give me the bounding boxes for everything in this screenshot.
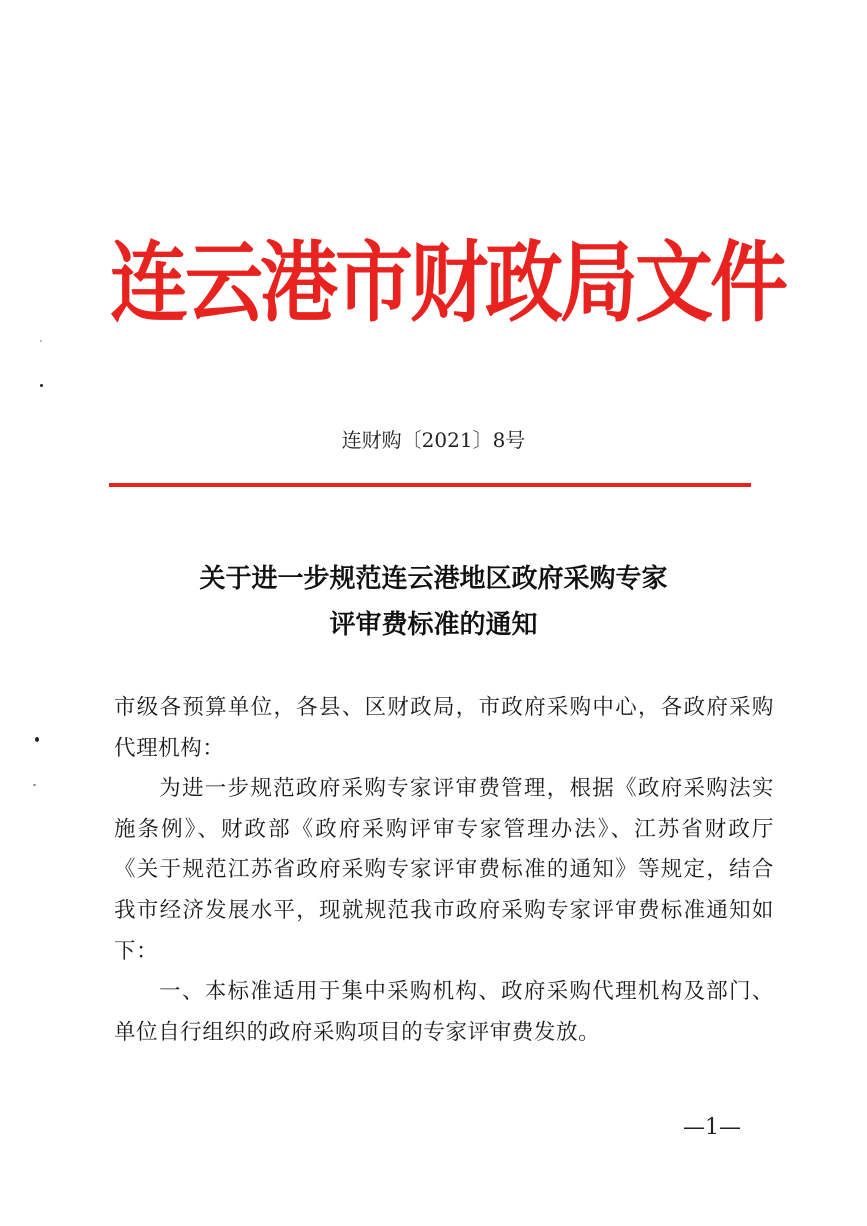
- notice-title: [0, 556, 867, 648]
- document-body: [114, 688, 774, 1053]
- page-number: —1—: [683, 1115, 741, 1140]
- salutation: 市级各预算单位，各县、区财政局，市政府采购中心，各政府采购代理机构：: [114, 695, 774, 761]
- scan-speck: [40, 384, 43, 387]
- notice-title-line-2: 评审费标准的通知: [329, 610, 538, 640]
- scan-speck: [35, 737, 39, 742]
- scan-speck: [33, 784, 36, 786]
- masthead-title: 连云港市财政局文件: [110, 233, 786, 335]
- body-paragraph-1: 为进一步规范政府采购专家评审费管理，根据《政府采购法实施条例》、财政部《政府采购评审专家管理办法》、江苏省财政厅《关于规范江苏省政府采购专家评审费标准的通知》等规定，结合我市经济发展水平，现就规范我市政府采购专家评审费标准通知如下：: [114, 776, 774, 964]
- body-paragraph-2: 一、本标准适用于集中采购机构、政府采购代理机构及部门、单位自行组织的政府采购项目的专家评审费发放。: [114, 979, 774, 1045]
- red-divider-line: [109, 483, 751, 487]
- scan-speck: [40, 340, 42, 342]
- notice-title-line-1: 关于进一步规范连云港地区政府采购专家: [199, 564, 668, 594]
- document-number: 连财购〔2021〕8号: [341, 428, 526, 452]
